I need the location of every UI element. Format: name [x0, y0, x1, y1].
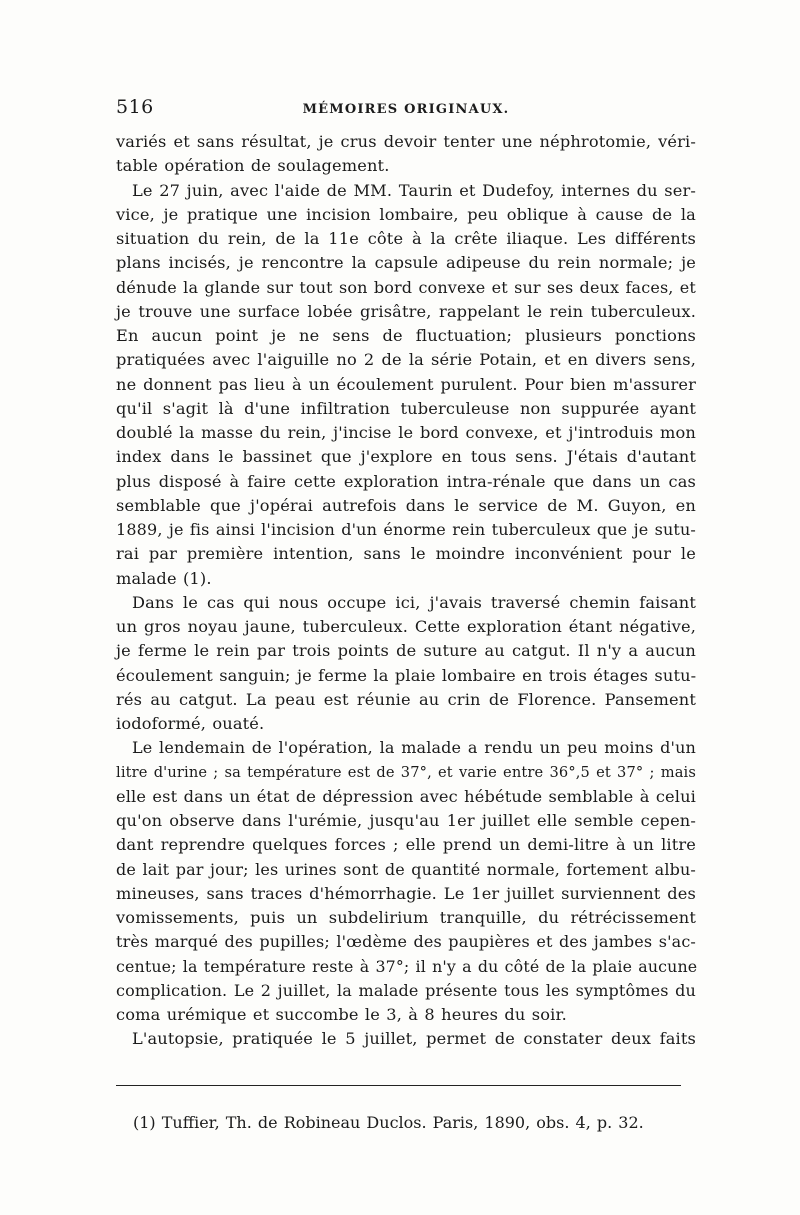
text-line: dénude la glande sur tout son bord convexe et sur ses deux faces, et	[116, 277, 696, 297]
footnote-divider	[116, 1085, 681, 1086]
text-line: rés au catgut. La peau est réunie au crin de Florence. Pansement	[116, 689, 696, 709]
text-line: Le lendemain de l'opération, la malade a rendu un peu moins d'un	[132, 738, 696, 758]
text-line: doublé la masse du rein, j'incise le bord convexe, et j'introduis mon	[116, 423, 696, 442]
text-line: Le 27 juin, avec l'aide de MM. Taurin et Dudefoy, internes du ser-	[132, 180, 696, 200]
page-number: 516	[116, 96, 154, 118]
text-line: L'autopsie, pratiquée le 5 juillet, permet de constater deux faits	[132, 1029, 696, 1049]
text-line: ne donnent pas lieu à un écoulement purulent. Pour bien m'assurer	[116, 374, 696, 394]
text-line: table opération de soulagement.	[116, 156, 390, 176]
text-line: coma urémique et succombe le 3, à 8 heures du soir.	[116, 1005, 567, 1024]
text-line: qu'il s'agit là d'une infiltration tuberculeuse non suppurée ayant	[116, 398, 696, 418]
text-line: malade (1).	[116, 568, 212, 588]
text-line: En aucun point je ne sens de fluctuation; plusieurs ponctions	[116, 326, 696, 345]
text-line: très marqué des pupilles; l'œdème des paupières et des jambes s'ac-	[116, 932, 696, 952]
text-line: iodoformé, ouaté.	[116, 714, 265, 733]
text-line: litre d'urine ; sa température est de 37°, et varie entre 36°,5 et 37° ; mais	[116, 763, 696, 781]
text-line: plans incisés, je rencontre la capsule adipeuse du rein normale; je	[116, 253, 696, 273]
text-line: je trouve une surface lobée grisâtre, rappelant le rein tuberculeux.	[116, 301, 696, 321]
text-line: variés et sans résultat, je crus devoir tenter une néphrotomie, véri-	[116, 132, 696, 151]
text-line: situation du rein, de la 11e côte à la crête iliaque. Les différents	[116, 229, 696, 248]
text-line: plus disposé à faire cette exploration intra-rénale que dans un cas	[116, 471, 696, 491]
text-line: de lait par jour; les urines sont de quantité normale, fortement albu-	[116, 859, 696, 879]
text-line: rai par première intention, sans le moindre inconvénient pour le	[116, 544, 696, 564]
text-line: dant reprendre quelques forces ; elle prend un demi-litre à un litre	[116, 835, 696, 855]
running-head: MÉMOIRES ORIGINAUX.	[302, 102, 510, 117]
text-line: vice, je pratique une incision lombaire, peu oblique à cause de la	[116, 204, 696, 224]
text-line: je ferme le rein par trois points de suture au catgut. Il n'y a aucun	[116, 641, 696, 661]
text-line: qu'on observe dans l'urémie, jusqu'au 1er juillet elle semble cepen-	[116, 811, 696, 830]
page-header	[116, 96, 696, 126]
footnote: (1) Tuffier, Th. de Robineau Duclos. Paris, 1890, obs. 4, p. 32.	[133, 1113, 644, 1132]
text-line: écoulement sanguin; je ferme la plaie lombaire en trois étages sutu-	[116, 665, 697, 685]
body-text	[116, 130, 696, 1052]
text-line: Dans le cas qui nous occupe ici, j'avais traversé chemin faisant	[132, 592, 696, 612]
text-line: un gros noyau jaune, tuberculeux. Cette exploration étant négative,	[116, 617, 696, 636]
text-line: 1889, je fis ainsi l'incision d'un énorme rein tuberculeux que je sutu-	[116, 520, 696, 539]
text-line: pratiquées avec l'aiguille no 2 de la série Potain, et en divers sens,	[116, 350, 696, 370]
text-line: elle est dans un état de dépression avec hébétude semblable à celui	[116, 786, 696, 806]
text-line: index dans le bassinet que j'explore en tous sens. J'étais d'autant	[116, 447, 696, 467]
text-line: centue; la température reste à 37°; il n'y a du côté de la plaie aucune	[116, 956, 698, 976]
text-line: complication. Le 2 juillet, la malade présente tous les symptômes du	[116, 980, 696, 1000]
text-line: mineuses, sans traces d'hémorrhagie. Le 1er juillet surviennent des	[116, 883, 696, 903]
text-line: semblable que j'opérai autrefois dans le service de M. Guyon, en	[116, 495, 696, 515]
text-line: vomissements, puis un subdelirium tranquille, du rétrécissement	[116, 908, 696, 927]
